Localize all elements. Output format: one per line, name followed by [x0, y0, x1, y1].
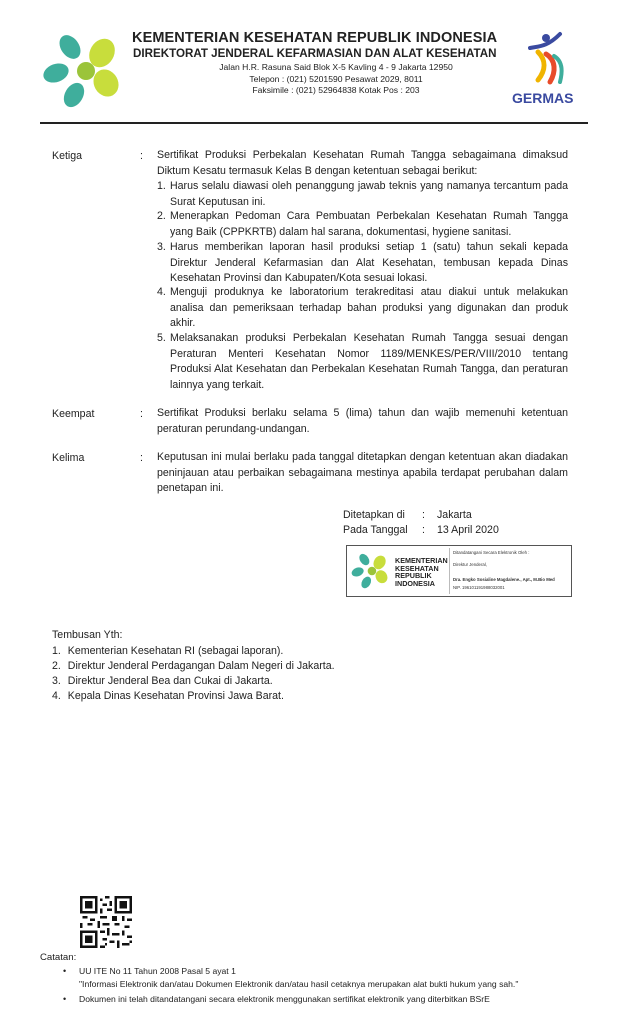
- e-signature-box: [346, 545, 572, 597]
- copies-number: 3.: [52, 675, 61, 687]
- signature-divider: [449, 548, 450, 594]
- section-label-ketiga: Ketiga: [52, 150, 83, 162]
- list-item: [157, 331, 568, 393]
- kelima-text: Keputusan ini mulai berlaku pada tanggal ditetapkan dengan ketentuan akan diadakan peninjauan atau perbaikan sebagaimana mestinya apabila terdapat perubahan dalam penetapan ini.: [157, 451, 568, 494]
- signature-nip: NIP. 196101191988032001: [453, 585, 505, 590]
- copies-item: [52, 675, 273, 687]
- date-colon: :: [422, 524, 425, 536]
- section-colon: :: [140, 408, 143, 420]
- copies-item: [52, 660, 335, 672]
- list-text: Harus memberikan laporan hasil produksi setiap 1 (satu) tahun sekali kepada Direktur Jenderal Kefarmasian dan Alat Kesehatan, tembusan kepada Dinas Kesehatan Provinsi dan Kabupaten/Kota sesuai lokasi.: [170, 241, 568, 284]
- list-item: [157, 285, 568, 332]
- ministry-logo: [42, 33, 126, 109]
- list-text: Melaksanakan produksi Perbekalan Kesehatan Rumah Tangga sesuai dengan Peraturan Menteri Kesehatan Nomor 1189/MENKES/PER/VIII/2010 tentang Produksi Alat Kesehatan dan Perbekalan Kesehatan Rumah Tangga, dan peraturan lainnya yang terkait.: [170, 332, 568, 391]
- signature-logo: [351, 552, 391, 590]
- germas-logo: [512, 30, 580, 110]
- copies-number: 2.: [52, 660, 61, 672]
- fax: Faksimile : (021) 52964838 Kotak Pos : 203: [252, 85, 420, 95]
- directorate-name: DIREKTORAT JENDERAL KEFARMASIAN DAN ALAT KESEHATAN: [133, 47, 497, 60]
- list-text: Menguji produknya ke laboratorium terakreditasi atau diakui untuk melakukan analisa dan pemeriksaan terhadap bahan produksi yang digunakan dan produk akhir.: [170, 286, 568, 329]
- date-value: 13 April 2020: [437, 524, 499, 536]
- place-value: Jakarta: [437, 509, 472, 521]
- copies-item: [52, 645, 283, 657]
- list-text: Harus selalu diawasi oleh penanggung jawab teknis yang namanya tercantum pada Surat Keputusan ini.: [170, 180, 568, 208]
- list-item: [157, 209, 568, 240]
- signature-name: Dra. Engko Sosialine Magdalene., Apt., M.Bio Med: [453, 577, 555, 582]
- copies-text: Kepala Dinas Kesehatan Provinsi Jawa Barat.: [67, 690, 284, 702]
- section-label-kelima: Kelima: [52, 452, 85, 464]
- bullet-icon: •: [63, 966, 67, 976]
- notes-bullet-1: UU ITE No 11 Tahun 2008 Pasal 5 ayat 1: [79, 966, 236, 976]
- list-number: 1.: [157, 180, 166, 192]
- list-number: 3.: [157, 241, 166, 253]
- section-colon: :: [140, 452, 143, 464]
- copies-number: 1.: [52, 645, 61, 657]
- copies-text: Kementerian Kesehatan RI (sebagai laporan).: [67, 645, 284, 657]
- header-rule: [40, 122, 588, 124]
- copies-text: Direktur Jenderal Bea dan Cukai di Jakarta.: [67, 675, 273, 687]
- ketiga-intro: Sertifikat Produksi Perbekalan Kesehatan Rumah Tangga sebagaimana dimaksud Diktum Kesatu termasuk Kelas B dengan ketentuan sebagai berikut:: [157, 149, 568, 177]
- signature-position: Direktur Jenderal,: [453, 562, 487, 567]
- bullet-icon: •: [63, 994, 67, 1004]
- notes-bullet-2: Dokumen ini telah ditandatangani secara elektronik menggunakan sertifikat elektronik yang diterbitkan BSrE: [79, 994, 490, 1004]
- list-number: 5.: [157, 332, 166, 344]
- list-item: [157, 179, 568, 210]
- signature-org: KEMENTERIAN KESEHATAN REPUBLIK INDONESIA: [395, 556, 448, 588]
- place-colon: :: [422, 509, 425, 521]
- list-number: 2.: [157, 210, 166, 222]
- list-number: 4.: [157, 286, 166, 298]
- germas-label: GERMAS: [512, 90, 574, 106]
- notes-title: Catatan:: [40, 952, 77, 963]
- copies-title: Tembusan Yth:: [52, 629, 123, 641]
- list-text: Menerapkan Pedoman Cara Pembuatan Perbekalan Kesehatan Rumah Tangga yang Baik (CPPKRTB) dalam hal sarana, dokumentasi, hygiene sanitasi.: [170, 210, 568, 238]
- address: Jalan H.R. Rasuna Said Blok X-5 Kavling 4 - 9 Jakarta 12950: [219, 62, 453, 72]
- section-label-keempat: Keempat: [52, 408, 95, 420]
- copies-text: Direktur Jenderal Perdagangan Dalam Negeri di Jakarta.: [67, 660, 335, 672]
- signature-note: Ditandatangani Secara Elektronik Oleh :: [453, 550, 530, 555]
- place-label: Ditetapkan di: [343, 509, 405, 521]
- qr-code: [80, 896, 132, 948]
- notes-bullet-1-quote: "Informasi Elektronik dan/atau Dokumen Elektronik dan/atau hasil cetaknya merupakan alat bukti hukum yang sah.": [79, 979, 519, 989]
- phone: Telepon : (021) 5201590 Pesawat 2029, 8011: [249, 74, 423, 84]
- copies-number: 4.: [52, 690, 61, 702]
- keempat-text: Sertifikat Produksi berlaku selama 5 (lima) tahun dan wajib memenuhi ketentuan peraturan perundang-undangan.: [157, 407, 568, 435]
- ministry-name: KEMENTERIAN KESEHATAN REPUBLIK INDONESIA: [132, 30, 498, 46]
- section-colon: :: [140, 150, 143, 162]
- copies-item: [52, 690, 284, 702]
- list-item: [157, 240, 568, 287]
- date-label: Pada Tanggal: [343, 524, 408, 536]
